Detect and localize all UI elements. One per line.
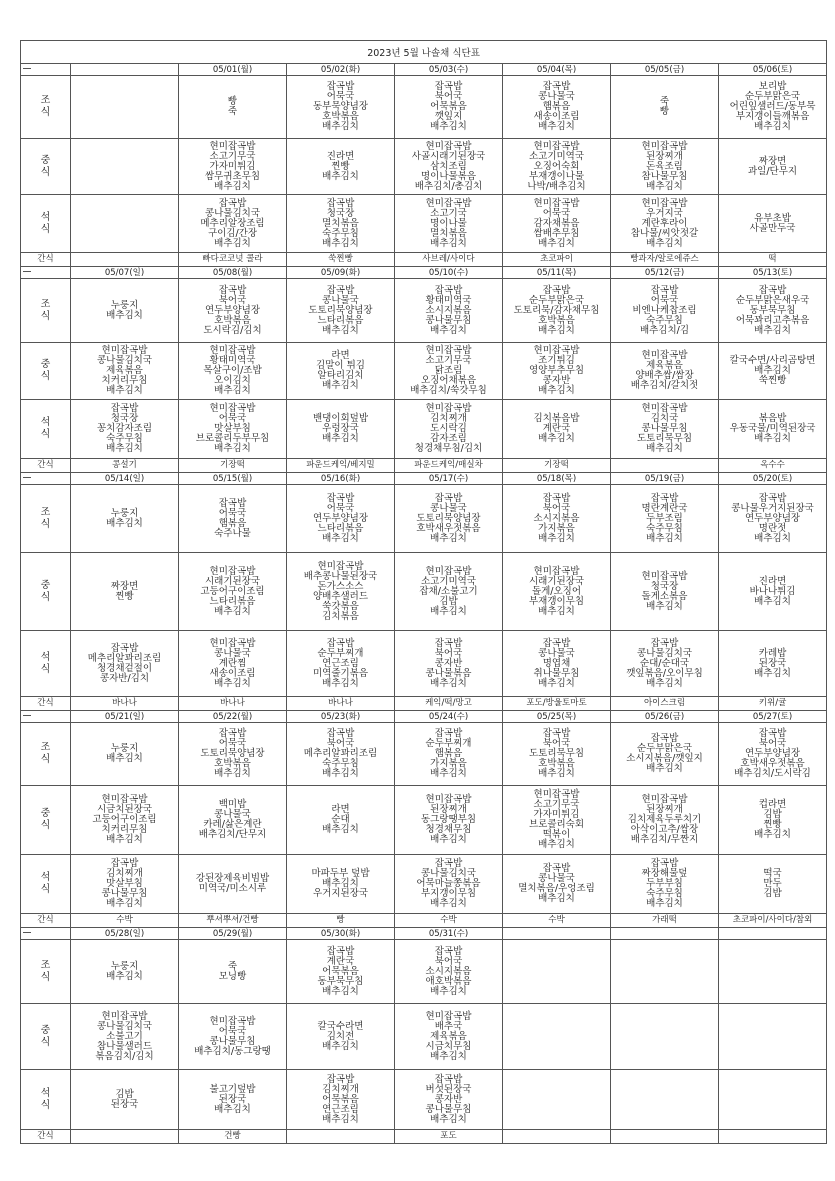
date-cell: 05/14(일)	[71, 473, 179, 485]
date-cell: 05/04(목)	[503, 64, 611, 76]
dinner-menu-cell: 현미잡곡밥 김치국 콩나물무침 도토리묵무침 배추김치	[611, 400, 719, 459]
snack-cell: 빠다코코넛 콜라	[179, 253, 287, 267]
breakfast-menu-cell: 누룽지 배추김치	[71, 940, 179, 1004]
snack-cell	[611, 1130, 719, 1144]
snack-row	[21, 459, 827, 473]
breakfast-label: 조 식	[21, 279, 71, 343]
dinner-menu-cell: 잡곡밥 콩나물김치국 어묵마늘쫑볶음 부지갱이무침 배추김치	[395, 855, 503, 914]
lunch-menu-cell: 짜장면 찐빵	[71, 553, 179, 631]
dinner-menu-cell	[611, 1070, 719, 1130]
dinner-menu-cell: 잡곡밥 콩나물국 멸치볶음/우엉조림 배추김치	[503, 855, 611, 914]
lunch-menu-cell: 현미잡곡밥 조기튀김 영양부추무침 콩자반 배추김치	[503, 343, 611, 400]
snack-cell	[287, 1130, 395, 1144]
lunch-menu-cell: 라면 순대 배추김치	[287, 786, 395, 855]
lunch-row	[21, 139, 827, 195]
breakfast-menu-cell: 잡곡밥 어묵국 비엔나케찹조림 숙주무침 배추김치/김	[611, 279, 719, 343]
date-cell: 05/11(목)	[503, 267, 611, 279]
lunch-menu-cell: 현미잡곡밥 소고기미역국 오징어숙회 부재갱이나물 나박/배추김치	[503, 139, 611, 195]
breakfast-menu-cell: 잡곡밥 콩나물국 햄볶음 새송이조림 배추김치	[503, 76, 611, 139]
breakfast-menu-cell: 잡곡밥 북어국 소시지볶음 가지볶음 배추김치	[503, 485, 611, 553]
snack-cell: 바나나	[287, 697, 395, 711]
snack-cell: 빵	[287, 914, 395, 928]
date-cell: 05/22(월)	[179, 711, 287, 723]
date-cell: 05/05(금)	[611, 64, 719, 76]
lunch-label: 중 식	[21, 553, 71, 631]
date-cell	[71, 64, 179, 76]
title-row	[21, 41, 827, 64]
page-title: 2023년 5월 나솔채 식단표	[21, 41, 827, 64]
date-cell: 05/21(일)	[71, 711, 179, 723]
breakfast-menu-cell	[611, 940, 719, 1004]
breakfast-label: 조 식	[21, 940, 71, 1004]
lunch-row	[21, 343, 827, 400]
lunch-menu-cell: 현미잡곡밥 시래기된장국 돌게/오징어 부재갱이무침 배추김치	[503, 553, 611, 631]
snack-cell: 수박	[71, 914, 179, 928]
date-cell: 05/19(금)	[611, 473, 719, 485]
dinner-menu-cell: 유부초밥 사골만두국	[719, 195, 827, 253]
snack-cell	[719, 1130, 827, 1144]
date-cell: 05/23(화)	[287, 711, 395, 723]
snack-cell: 쑥찐빵	[287, 253, 395, 267]
dinner-menu-cell: 김치볶음밥 계란국 배추김치	[503, 400, 611, 459]
date-cell: 05/17(수)	[395, 473, 503, 485]
dinner-menu-cell: 잡곡밥 메추리알꽈리조림 청경채겉절이 콩자반/김치	[71, 631, 179, 697]
breakfast-menu-cell: 잡곡밥 북어국 도토리묵무침 호박볶음 배추김치	[503, 723, 611, 786]
lunch-menu-cell: 현미잡곡밥 된장찌개 김치제육두루치기 아삭이고추/쌈장 배추김치/무짠지	[611, 786, 719, 855]
breakfast-row	[21, 485, 827, 553]
snack-cell: 기장떡	[503, 459, 611, 473]
snack-row	[21, 914, 827, 928]
snack-cell: 포도/방울토마토	[503, 697, 611, 711]
breakfast-menu-cell: 잡곡밥 북어국 메추리알꽈리조림 숙주무침 배추김치	[287, 723, 395, 786]
dinner-menu-cell: 잡곡밥 청국장 꽁치감자조림 숙주무침 배추김치	[71, 400, 179, 459]
date-row-corner	[21, 473, 71, 485]
date-cell: 05/10(수)	[395, 267, 503, 279]
snack-cell: 기장떡	[179, 459, 287, 473]
dinner-menu-cell: 불고기덮밥 된장국 배추김치	[179, 1070, 287, 1130]
breakfast-label: 조 식	[21, 76, 71, 139]
dinner-menu-cell: 볶음밥 우동국물/미역된장국 배추김치	[719, 400, 827, 459]
snack-cell: 파운드케익/매실차	[395, 459, 503, 473]
breakfast-menu-cell: 잡곡밥 콩나물국 도토리묵양념장 호박새우젓볶음 배추김치	[395, 485, 503, 553]
date-cell	[503, 928, 611, 940]
snack-cell: 빵과자/알로에쥬스	[611, 253, 719, 267]
dinner-menu-cell	[719, 1070, 827, 1130]
date-row	[21, 711, 827, 723]
breakfast-menu-cell: 누룽지 배추김치	[71, 723, 179, 786]
lunch-menu-cell: 현미잡곡밥 황태미역국 목살구이/조밥 오이김치 배추김치	[179, 343, 287, 400]
breakfast-menu-cell: 잡곡밥 북어국 연두부양념장 호박볶음 도시락김/김치	[179, 279, 287, 343]
lunch-menu-cell: 현미잡곡밥 사골시래기된장국 삼치조림 명이나물볶음 배추김치/총김치	[395, 139, 503, 195]
lunch-menu-cell: 현미잡곡밥 소고기무국 가자미튀김 브로콜리숙회 떡볶이 배추김치	[503, 786, 611, 855]
lunch-label: 중 식	[21, 139, 71, 195]
breakfast-label: 조 식	[21, 723, 71, 786]
breakfast-menu-cell: 잡곡밥 어묵국 연두부양념장 느타리볶음 배추김치	[287, 485, 395, 553]
snack-cell: 바나나	[179, 697, 287, 711]
snack-label: 간식	[21, 253, 71, 267]
breakfast-row	[21, 723, 827, 786]
lunch-menu-cell: 현미잡곡밥 어묵국 콩나물무침 배추김치/동그랑땡	[179, 1004, 287, 1070]
dinner-label: 석 식	[21, 855, 71, 914]
dinner-label: 석 식	[21, 1070, 71, 1130]
lunch-menu-cell: 백미밥 콩나물국 카레/삶은계란 배추김치/단무지	[179, 786, 287, 855]
date-row-corner	[21, 928, 71, 940]
dinner-menu-cell: 현미잡곡밥 우거지국 계란후라이 참나물/씨앗젓갈 배추김치	[611, 195, 719, 253]
dinner-menu-cell: 잡곡밥 버섯된장국 콩자반 콩나물무침 배추김치	[395, 1070, 503, 1130]
date-cell: 05/31(수)	[395, 928, 503, 940]
breakfast-menu-cell: 잡곡밥 계란국 어묵볶음 동부묵무침 배추김치	[287, 940, 395, 1004]
snack-cell: 케익/떡/망고	[395, 697, 503, 711]
snack-cell: 수박	[503, 914, 611, 928]
breakfast-menu-cell: 죽 모닝빵	[179, 940, 287, 1004]
lunch-row	[21, 1004, 827, 1070]
lunch-menu-cell: 칼국수면/사리곰탕면 배추김치 쑥찐빵	[719, 343, 827, 400]
breakfast-menu-cell: 누룽지 배추김치	[71, 485, 179, 553]
date-cell	[719, 928, 827, 940]
dinner-label: 석 식	[21, 400, 71, 459]
lunch-menu-cell	[719, 1004, 827, 1070]
lunch-menu-cell: 현미잡곡밥 소고기무국 닭조림 오징어채볶음 배추김치/쑥갓무침	[395, 343, 503, 400]
snack-cell: 포도	[395, 1130, 503, 1144]
breakfast-menu-cell	[71, 76, 179, 139]
date-cell: 05/27(토)	[719, 711, 827, 723]
date-cell: 05/07(일)	[71, 267, 179, 279]
snack-cell	[611, 459, 719, 473]
breakfast-menu-cell: 잡곡밥 북어국 어묵볶음 깻잎지 배추김치	[395, 76, 503, 139]
dinner-menu-cell: 카레밥 된장국 배추김치	[719, 631, 827, 697]
breakfast-menu-cell: 잡곡밥 어묵국 동부묵양념장 호박볶음 배추김치	[287, 76, 395, 139]
snack-label: 간식	[21, 459, 71, 473]
dinner-menu-cell: 김밥 된장국	[71, 1070, 179, 1130]
breakfast-menu-cell: 잡곡밥 순두부맑은국 도토리묵/감자채무침 호박볶음 배추김치	[503, 279, 611, 343]
snack-cell: 바나나	[71, 697, 179, 711]
breakfast-menu-cell: 누룽지 배추김치	[71, 279, 179, 343]
lunch-menu-cell: 현미잡곡밥 배추국 제육볶음 시금치무침 배추김치	[395, 1004, 503, 1070]
date-cell: 05/15(월)	[179, 473, 287, 485]
dinner-menu-cell: 밴댕이회덮밥 우렁장국 배추김치	[287, 400, 395, 459]
dinner-menu-cell: 잡곡밥 청국장 멸치볶음 숙주무침 배추김치	[287, 195, 395, 253]
snack-cell: 건빵	[179, 1130, 287, 1144]
lunch-label: 중 식	[21, 1004, 71, 1070]
breakfast-menu-cell: 잡곡밥 북어국 소시지볶음 애호박볶음 배추김치	[395, 940, 503, 1004]
snack-cell: 파운드케익/베지밀	[287, 459, 395, 473]
breakfast-menu-cell	[503, 940, 611, 1004]
dinner-row	[21, 631, 827, 697]
dinner-label: 석 식	[21, 631, 71, 697]
lunch-menu-cell: 현미잡곡밥 배추콩나물된장국 돈가스소스 양배추샐러드 쑥갓볶음 김치볶음	[287, 553, 395, 631]
dinner-row	[21, 1070, 827, 1130]
dinner-label: 석 식	[21, 195, 71, 253]
dinner-menu-cell: 잡곡밥 콩나물김치국 순대/순대국 깻잎볶음/오이무침 배추김치	[611, 631, 719, 697]
date-cell: 05/13(토)	[719, 267, 827, 279]
lunch-menu-cell	[611, 1004, 719, 1070]
breakfast-menu-cell: 잡곡밥 황태미역국 소시지볶음 콩나물무침 배추김치	[395, 279, 503, 343]
dinner-row	[21, 855, 827, 914]
dinner-row	[21, 400, 827, 459]
breakfast-menu-cell: 잡곡밥 북어국 연두부양념장 호박새우젓볶음 배추김치/도시락김	[719, 723, 827, 786]
breakfast-row	[21, 940, 827, 1004]
lunch-menu-cell: 현미잡곡밥 시금치된장국 고등어구이조림 치커리무침 배추김치	[71, 786, 179, 855]
snack-label: 간식	[21, 914, 71, 928]
dinner-menu-cell: 잡곡밥 짜장해물덮 두부부침 숙주무침 배추김치	[611, 855, 719, 914]
snack-cell: 사브레/사이다	[395, 253, 503, 267]
date-cell: 05/24(수)	[395, 711, 503, 723]
lunch-menu-cell: 진라면 바나나튀김 배추김치	[719, 553, 827, 631]
date-row-corner	[21, 267, 71, 279]
date-row	[21, 267, 827, 279]
date-cell: 05/01(월)	[179, 64, 287, 76]
snack-label: 간식	[21, 1130, 71, 1144]
dinner-menu-cell	[503, 1070, 611, 1130]
breakfast-menu-cell: 잡곡밥 순두부맑은국 소시지볶음/깻잎지 배추김치	[611, 723, 719, 786]
date-cell: 05/25(목)	[503, 711, 611, 723]
date-cell: 05/03(수)	[395, 64, 503, 76]
dinner-menu-cell	[71, 195, 179, 253]
snack-label: 간식	[21, 697, 71, 711]
snack-cell: 초코파이/사이다/참외	[719, 914, 827, 928]
breakfast-menu-cell: 잡곡밥 순두부찌개 햄볶음 가지볶음 배추김치	[395, 723, 503, 786]
dinner-menu-cell: 강된장제육비빔밥 미역국/미소시루	[179, 855, 287, 914]
dinner-row	[21, 195, 827, 253]
breakfast-menu-cell: 죽 빵	[611, 76, 719, 139]
lunch-menu-cell: 현미잡곡밥 시래기된장국 고등어구이조림 느타리볶음 배추김치	[179, 553, 287, 631]
snack-cell	[503, 1130, 611, 1144]
breakfast-row	[21, 279, 827, 343]
lunch-menu-cell: 현미잡곡밥 된장찌개 동그랑땡부침 청경채무침 배추김치	[395, 786, 503, 855]
dinner-menu-cell: 현미잡곡밥 콩나물국 계란찜 새송이조림 배추김치	[179, 631, 287, 697]
date-cell: 05/08(월)	[179, 267, 287, 279]
snack-row	[21, 697, 827, 711]
breakfast-label: 조 식	[21, 485, 71, 553]
snack-cell: 뿌셔뿌셔/건빵	[179, 914, 287, 928]
breakfast-menu-cell: 빵 죽	[179, 76, 287, 139]
snack-cell: 가래떡	[611, 914, 719, 928]
lunch-menu-cell: 현미잡곡밥 된장찌개 돈육조림 참나물무침 배추김치	[611, 139, 719, 195]
snack-row	[21, 253, 827, 267]
dinner-menu-cell: 잡곡밥 콩나물김치국 메추리알장조림 구이김/간장 배추김치	[179, 195, 287, 253]
date-cell: 05/02(화)	[287, 64, 395, 76]
dinner-menu-cell: 현미잡곡밥 김치찌개 도시락김 감자조림 청경채무침/김치	[395, 400, 503, 459]
dinner-menu-cell: 잡곡밥 김치찌개 맛살부침 콩나물무침 배추김치	[71, 855, 179, 914]
snack-cell	[71, 253, 179, 267]
dinner-menu-cell: 현미잡곡밥 소고기국 명이나물 멸치볶음 배추김치	[395, 195, 503, 253]
lunch-label: 중 식	[21, 343, 71, 400]
date-row	[21, 928, 827, 940]
dinner-menu-cell: 떡국 만두 김밥	[719, 855, 827, 914]
date-cell: 05/18(목)	[503, 473, 611, 485]
lunch-row	[21, 786, 827, 855]
date-cell	[611, 928, 719, 940]
date-row	[21, 64, 827, 76]
snack-cell: 옥수수	[719, 459, 827, 473]
lunch-row	[21, 553, 827, 631]
breakfast-menu-cell: 보리밥 순두부맑은국 어린잎샐러드/동부묵 부지갱이들깨볶음 배추김치	[719, 76, 827, 139]
breakfast-menu-cell: 잡곡밥 순두부맑은새우국 동부묵무침 어묵꽈리고추볶음 배추김치	[719, 279, 827, 343]
lunch-menu-cell	[71, 139, 179, 195]
snack-cell: 수박	[395, 914, 503, 928]
lunch-menu-cell	[503, 1004, 611, 1070]
breakfast-menu-cell: 잡곡밥 명란계란국 두부조림 숙주무침 배추김치	[611, 485, 719, 553]
lunch-menu-cell: 현미잡곡밥 소고기무국 가자미튀김 쌈무귀초무침 배추김치	[179, 139, 287, 195]
lunch-menu-cell: 현미잡곡밥 소고기미역국 잡채/소불고기 김밥 배추김치	[395, 553, 503, 631]
breakfast-row	[21, 76, 827, 139]
date-cell: 05/20(토)	[719, 473, 827, 485]
snack-row	[21, 1130, 827, 1144]
breakfast-menu-cell: 잡곡밥 어묵국 도토리묵양념장 호박볶음 배추김치	[179, 723, 287, 786]
dinner-menu-cell: 잡곡밥 북어국 콩자반 콩나물볶음 배추김치	[395, 631, 503, 697]
lunch-menu-cell: 현미잡곡밥 콩나물김치국 소불고기 참나물샐러드 볶음김치/김치	[71, 1004, 179, 1070]
date-row-corner	[21, 64, 71, 76]
dinner-menu-cell: 잡곡밥 김치찌개 어묵볶음 연근조림 배추김치	[287, 1070, 395, 1130]
meal-plan-table	[20, 40, 827, 1144]
lunch-menu-cell: 컵라면 김밥 찐빵 배추김치	[719, 786, 827, 855]
date-cell: 05/26(금)	[611, 711, 719, 723]
date-cell: 05/29(월)	[179, 928, 287, 940]
dinner-menu-cell: 잡곡밥 순두부찌개 연근조림 미역줄기볶음 배추김치	[287, 631, 395, 697]
lunch-menu-cell: 현미잡곡밥 제육볶음 양배추쌈/쌈장 배추김치/갈치젓	[611, 343, 719, 400]
dinner-menu-cell: 잡곡밥 콩나물국 명엽채 취나물무침 배추김치	[503, 631, 611, 697]
breakfast-menu-cell: 잡곡밥 어묵국 햄볶음 숙주나물	[179, 485, 287, 553]
lunch-menu-cell: 짜장면 과일/단무지	[719, 139, 827, 195]
lunch-menu-cell: 현미잡곡밥 콩나물김치국 제육볶음 치커리무침 배추김치	[71, 343, 179, 400]
date-cell: 05/16(화)	[287, 473, 395, 485]
lunch-menu-cell: 현미잡곡밥 청국장 돌게소볶음 배추김치	[611, 553, 719, 631]
snack-cell: 초코파이	[503, 253, 611, 267]
breakfast-menu-cell: 잡곡밥 콩나물우거지된장국 연두부양념장 명란젓 배추김치	[719, 485, 827, 553]
snack-cell: 아이스크림	[611, 697, 719, 711]
date-cell: 05/09(화)	[287, 267, 395, 279]
date-row-corner	[21, 711, 71, 723]
snack-cell: 키위/귤	[719, 697, 827, 711]
dinner-menu-cell: 현미잡곡밥 어묵국 맛살부침 브로콜리두부무침 배추김치	[179, 400, 287, 459]
snack-cell	[71, 1130, 179, 1144]
date-cell: 05/12(금)	[611, 267, 719, 279]
lunch-menu-cell: 칼국수라면 김치전 배추김치	[287, 1004, 395, 1070]
date-row	[21, 473, 827, 485]
snack-cell: 떡	[719, 253, 827, 267]
breakfast-menu-cell	[719, 940, 827, 1004]
lunch-menu-cell: 라면 김말이 튀김 알타리김치 배추김치	[287, 343, 395, 400]
lunch-label: 중 식	[21, 786, 71, 855]
breakfast-menu-cell: 잡곡밥 콩나물국 도토리묵양념장 느타리볶음 배추김치	[287, 279, 395, 343]
date-cell: 05/30(화)	[287, 928, 395, 940]
date-cell: 05/06(토)	[719, 64, 827, 76]
date-cell: 05/28(일)	[71, 928, 179, 940]
lunch-menu-cell: 진라면 찐빵 배추김치	[287, 139, 395, 195]
dinner-menu-cell: 마파두부 덮밥 배추김치 우거지된장국	[287, 855, 395, 914]
dinner-menu-cell: 현미잡곡밥 어묵국 감자채볶음 쌈배추무침 배추김치	[503, 195, 611, 253]
snack-cell: 콩설기	[71, 459, 179, 473]
